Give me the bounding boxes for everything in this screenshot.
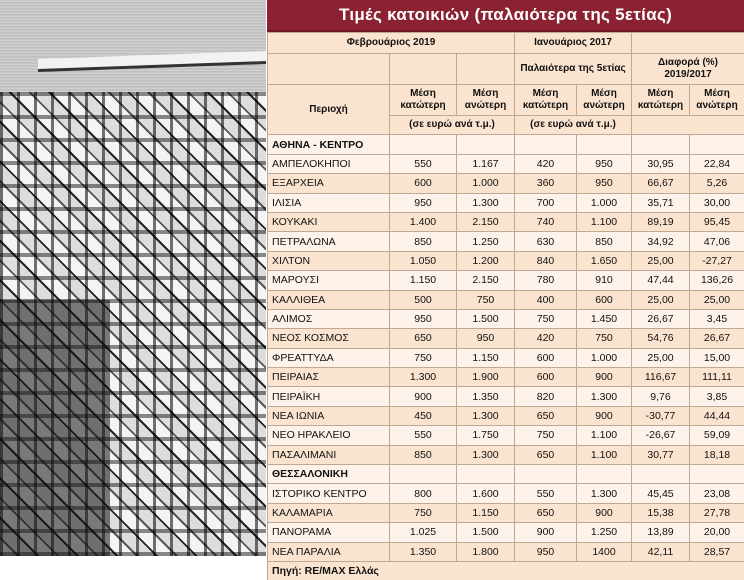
area-name: ΙΣΤΟΡΙΚΟ ΚΕΝΤΡΟ	[268, 484, 390, 503]
value-cell: 47,06	[690, 232, 744, 251]
value-cell: 25,00	[632, 290, 690, 309]
empty-header	[632, 33, 744, 54]
value-cell: 25,00	[632, 348, 690, 367]
value-cell: 2.150	[457, 212, 515, 231]
empty-header	[457, 54, 515, 85]
value-cell: 44,44	[690, 406, 744, 425]
empty-cell	[690, 465, 744, 484]
value-cell: 1.250	[457, 232, 515, 251]
value-cell: 420	[515, 329, 577, 348]
value-cell: 1.300	[390, 368, 457, 387]
value-cell: 1.650	[577, 251, 632, 270]
empty-header	[390, 54, 457, 85]
value-cell: 1.500	[457, 523, 515, 542]
value-cell: 30,77	[632, 445, 690, 464]
unit-2017: (σε ευρώ ανά τ.μ.)	[515, 116, 632, 135]
section-label: ΑΘΗΝΑ - ΚΕΝΤΡΟ	[268, 135, 390, 154]
table-row	[268, 406, 744, 425]
value-cell: 650	[515, 445, 577, 464]
value-cell: 3,85	[690, 387, 744, 406]
area-name: ΑΜΠΕΛΟΚΗΠΟΙ	[268, 154, 390, 173]
value-cell: 950	[577, 154, 632, 173]
value-cell: 30,95	[632, 154, 690, 173]
value-cell: 650	[515, 406, 577, 425]
value-cell: 1.400	[390, 212, 457, 231]
older-5y-label: Παλαιότερα της 5ετίας	[520, 63, 625, 74]
value-cell: 900	[577, 406, 632, 425]
value-cell: 25,00	[690, 290, 744, 309]
table-row	[268, 368, 744, 387]
value-cell: 116,67	[632, 368, 690, 387]
value-cell: 45,45	[632, 484, 690, 503]
value-cell: 740	[515, 212, 577, 231]
value-cell: 450	[390, 406, 457, 425]
value-cell: -26,67	[632, 426, 690, 445]
max-2017-header: Μέση ανώτερη	[577, 85, 632, 116]
value-cell: 1.000	[457, 174, 515, 193]
table-row	[268, 271, 744, 290]
infobox-title: Τιμές κατοικιών (παλαιότερα της 5ετίας)	[267, 0, 744, 32]
value-cell: 27,78	[690, 503, 744, 522]
value-cell: 950	[457, 329, 515, 348]
empty-cell	[577, 135, 632, 154]
value-cell: 500	[390, 290, 457, 309]
value-cell: 950	[390, 193, 457, 212]
value-cell: 1.150	[390, 271, 457, 290]
area-name: ΠΕΤΡΑΛΩΝΑ	[268, 232, 390, 251]
value-cell: 13,89	[632, 523, 690, 542]
value-cell: 1.450	[577, 309, 632, 328]
empty-cell	[632, 465, 690, 484]
value-cell: 950	[390, 309, 457, 328]
value-cell: 54,76	[632, 329, 690, 348]
value-cell: 9,76	[632, 387, 690, 406]
value-cell: 35,71	[632, 193, 690, 212]
value-cell: 47,44	[632, 271, 690, 290]
value-cell: 34,92	[632, 232, 690, 251]
value-cell: 1.500	[457, 309, 515, 328]
value-cell: 1.300	[577, 484, 632, 503]
value-cell: 360	[515, 174, 577, 193]
empty-header	[268, 54, 390, 85]
value-cell: 1.150	[457, 503, 515, 522]
section-label: ΘΕΣΣΑΛΟΝΙΚΗ	[268, 465, 390, 484]
value-cell: 750	[515, 426, 577, 445]
value-cell: 26,67	[690, 329, 744, 348]
value-cell: 1.600	[457, 484, 515, 503]
city-photo	[0, 0, 266, 556]
area-name: ΚΟΥΚΑΚΙ	[268, 212, 390, 231]
value-cell: 3,45	[690, 309, 744, 328]
table-row	[268, 523, 744, 542]
source-row	[268, 561, 744, 580]
empty-cell	[457, 135, 515, 154]
value-cell: 600	[390, 174, 457, 193]
source-label: Πηγή: RE/MAX Ελλάς	[268, 561, 744, 580]
table-row	[268, 329, 744, 348]
table-row	[268, 290, 744, 309]
older-5y-header	[515, 54, 632, 85]
area-name: ΠΕΙΡΑΙΑΣ	[268, 368, 390, 387]
table-row	[268, 212, 744, 231]
area-name: ΦΡΕΑΤΤΥΔΑ	[268, 348, 390, 367]
value-cell: 1.150	[457, 348, 515, 367]
area-name: ΙΛΙΣΙΑ	[268, 193, 390, 212]
value-cell: 136,26	[690, 271, 744, 290]
value-cell: 1.800	[457, 542, 515, 561]
min-2017-header: Μέση κατώτερη	[515, 85, 577, 116]
value-cell: 600	[515, 368, 577, 387]
value-cell: 600	[515, 348, 577, 367]
value-cell: 750	[457, 290, 515, 309]
diff-header	[632, 54, 744, 85]
table-row	[268, 309, 744, 328]
value-cell: 1.300	[457, 445, 515, 464]
value-cell: 1.300	[577, 387, 632, 406]
table-row	[268, 542, 744, 561]
value-cell: 910	[577, 271, 632, 290]
value-cell: 900	[515, 523, 577, 542]
value-cell: 1.250	[577, 523, 632, 542]
empty-cell	[577, 465, 632, 484]
empty-cell	[690, 135, 744, 154]
value-cell: -30,77	[632, 406, 690, 425]
value-cell: 850	[577, 232, 632, 251]
value-cell: 26,67	[632, 309, 690, 328]
value-cell: 5,26	[690, 174, 744, 193]
value-cell: 1.350	[457, 387, 515, 406]
value-cell: 900	[577, 368, 632, 387]
value-cell: 1.100	[577, 426, 632, 445]
value-cell: 30,00	[690, 193, 744, 212]
header-row-periods	[268, 33, 744, 54]
value-cell: 1.100	[577, 445, 632, 464]
section-row	[268, 465, 744, 484]
trees-shadow	[0, 300, 110, 556]
value-cell: 850	[390, 445, 457, 464]
table-row	[268, 387, 744, 406]
table-row	[268, 503, 744, 522]
table-row	[268, 174, 744, 193]
empty-header	[632, 116, 744, 135]
value-cell: 850	[390, 232, 457, 251]
value-cell: 2.150	[457, 271, 515, 290]
area-name: ΜΑΡΟΥΣΙ	[268, 271, 390, 290]
area-name: ΠΑΝΟΡΑΜΑ	[268, 523, 390, 542]
header-row-sub	[268, 54, 744, 85]
max-2019-header: Μέση ανώτερη	[457, 85, 515, 116]
area-name: ΧΙΛΤΟΝ	[268, 251, 390, 270]
value-cell: 1.350	[390, 542, 457, 561]
value-cell: 750	[390, 348, 457, 367]
table-row	[268, 232, 744, 251]
value-cell: 23,08	[690, 484, 744, 503]
table-row	[268, 426, 744, 445]
value-cell: 89,19	[632, 212, 690, 231]
value-cell: 550	[515, 484, 577, 503]
area-name: ΠΕΙΡΑΪΚΗ	[268, 387, 390, 406]
value-cell: 550	[390, 154, 457, 173]
area-name: ΚΑΛΛΙΘΕΑ	[268, 290, 390, 309]
value-cell: 15,00	[690, 348, 744, 367]
value-cell: 1.750	[457, 426, 515, 445]
value-cell: 95,45	[690, 212, 744, 231]
empty-cell	[457, 465, 515, 484]
area-name: ΠΑΣΑΛΙΜΑΝΙ	[268, 445, 390, 464]
section-row	[268, 135, 744, 154]
value-cell: 750	[515, 309, 577, 328]
value-cell: 1.000	[577, 193, 632, 212]
value-cell: 950	[577, 174, 632, 193]
empty-cell	[390, 135, 457, 154]
value-cell: 800	[390, 484, 457, 503]
value-cell: 750	[390, 503, 457, 522]
max-diff-header: Μέση ανώτερη	[690, 85, 744, 116]
value-cell: 1.300	[457, 406, 515, 425]
value-cell: 1400	[577, 542, 632, 561]
value-cell: 1.900	[457, 368, 515, 387]
value-cell: 22,84	[690, 154, 744, 173]
period-2019-header: Φεβρουάριος 2019	[268, 33, 515, 54]
table-row	[268, 348, 744, 367]
table-row	[268, 445, 744, 464]
value-cell: 25,00	[632, 251, 690, 270]
value-cell: 15,38	[632, 503, 690, 522]
value-cell: 750	[577, 329, 632, 348]
diff-label: Διαφορά (%) 2019/2017	[658, 57, 718, 80]
empty-cell	[632, 135, 690, 154]
value-cell: 1.200	[457, 251, 515, 270]
price-infobox	[267, 0, 744, 556]
area-name: ΕΞΑΡΧΕΙΑ	[268, 174, 390, 193]
header-row-cols	[268, 85, 744, 116]
value-cell: 700	[515, 193, 577, 212]
area-name: ΝΕΑ ΙΩΝΙΑ	[268, 406, 390, 425]
value-cell: 900	[390, 387, 457, 406]
period-2017-header: Ιανουάριος 2017	[515, 33, 632, 54]
value-cell: 820	[515, 387, 577, 406]
empty-cell	[390, 465, 457, 484]
value-cell: 650	[390, 329, 457, 348]
value-cell: 1.167	[457, 154, 515, 173]
value-cell: 600	[577, 290, 632, 309]
value-cell: 66,67	[632, 174, 690, 193]
area-name: ΝΕΟ ΗΡΑΚΛΕΙΟ	[268, 426, 390, 445]
value-cell: 900	[577, 503, 632, 522]
sea-area	[0, 0, 266, 98]
empty-cell	[515, 465, 577, 484]
area-header: Περιοχή	[268, 85, 390, 135]
price-table	[267, 32, 744, 580]
empty-cell	[515, 135, 577, 154]
value-cell: 1.025	[390, 523, 457, 542]
value-cell: 1.000	[577, 348, 632, 367]
min-2019-header: Μέση κατώτερη	[390, 85, 457, 116]
value-cell: 400	[515, 290, 577, 309]
value-cell: -27,27	[690, 251, 744, 270]
area-name: ΑΛΙΜΟΣ	[268, 309, 390, 328]
value-cell: 840	[515, 251, 577, 270]
value-cell: 111,11	[690, 368, 744, 387]
table-row	[268, 484, 744, 503]
value-cell: 1.300	[457, 193, 515, 212]
value-cell: 630	[515, 232, 577, 251]
area-name: ΝΕΟΣ ΚΟΣΜΟΣ	[268, 329, 390, 348]
area-name: ΚΑΛΑΜΑΡΙΑ	[268, 503, 390, 522]
value-cell: 20,00	[690, 523, 744, 542]
value-cell: 950	[515, 542, 577, 561]
value-cell: 1.100	[577, 212, 632, 231]
table-row	[268, 251, 744, 270]
value-cell: 780	[515, 271, 577, 290]
value-cell: 650	[515, 503, 577, 522]
value-cell: 550	[390, 426, 457, 445]
value-cell: 28,57	[690, 542, 744, 561]
value-cell: 420	[515, 154, 577, 173]
table-row	[268, 154, 744, 173]
value-cell: 1.050	[390, 251, 457, 270]
value-cell: 42,11	[632, 542, 690, 561]
min-diff-header: Μέση κατώτερη	[632, 85, 690, 116]
value-cell: 18,18	[690, 445, 744, 464]
area-name: ΝΕΑ ΠΑΡΑΛΙΑ	[268, 542, 390, 561]
value-cell: 59,09	[690, 426, 744, 445]
table-row	[268, 193, 744, 212]
unit-2019: (σε ευρώ ανά τ.μ.)	[390, 116, 515, 135]
